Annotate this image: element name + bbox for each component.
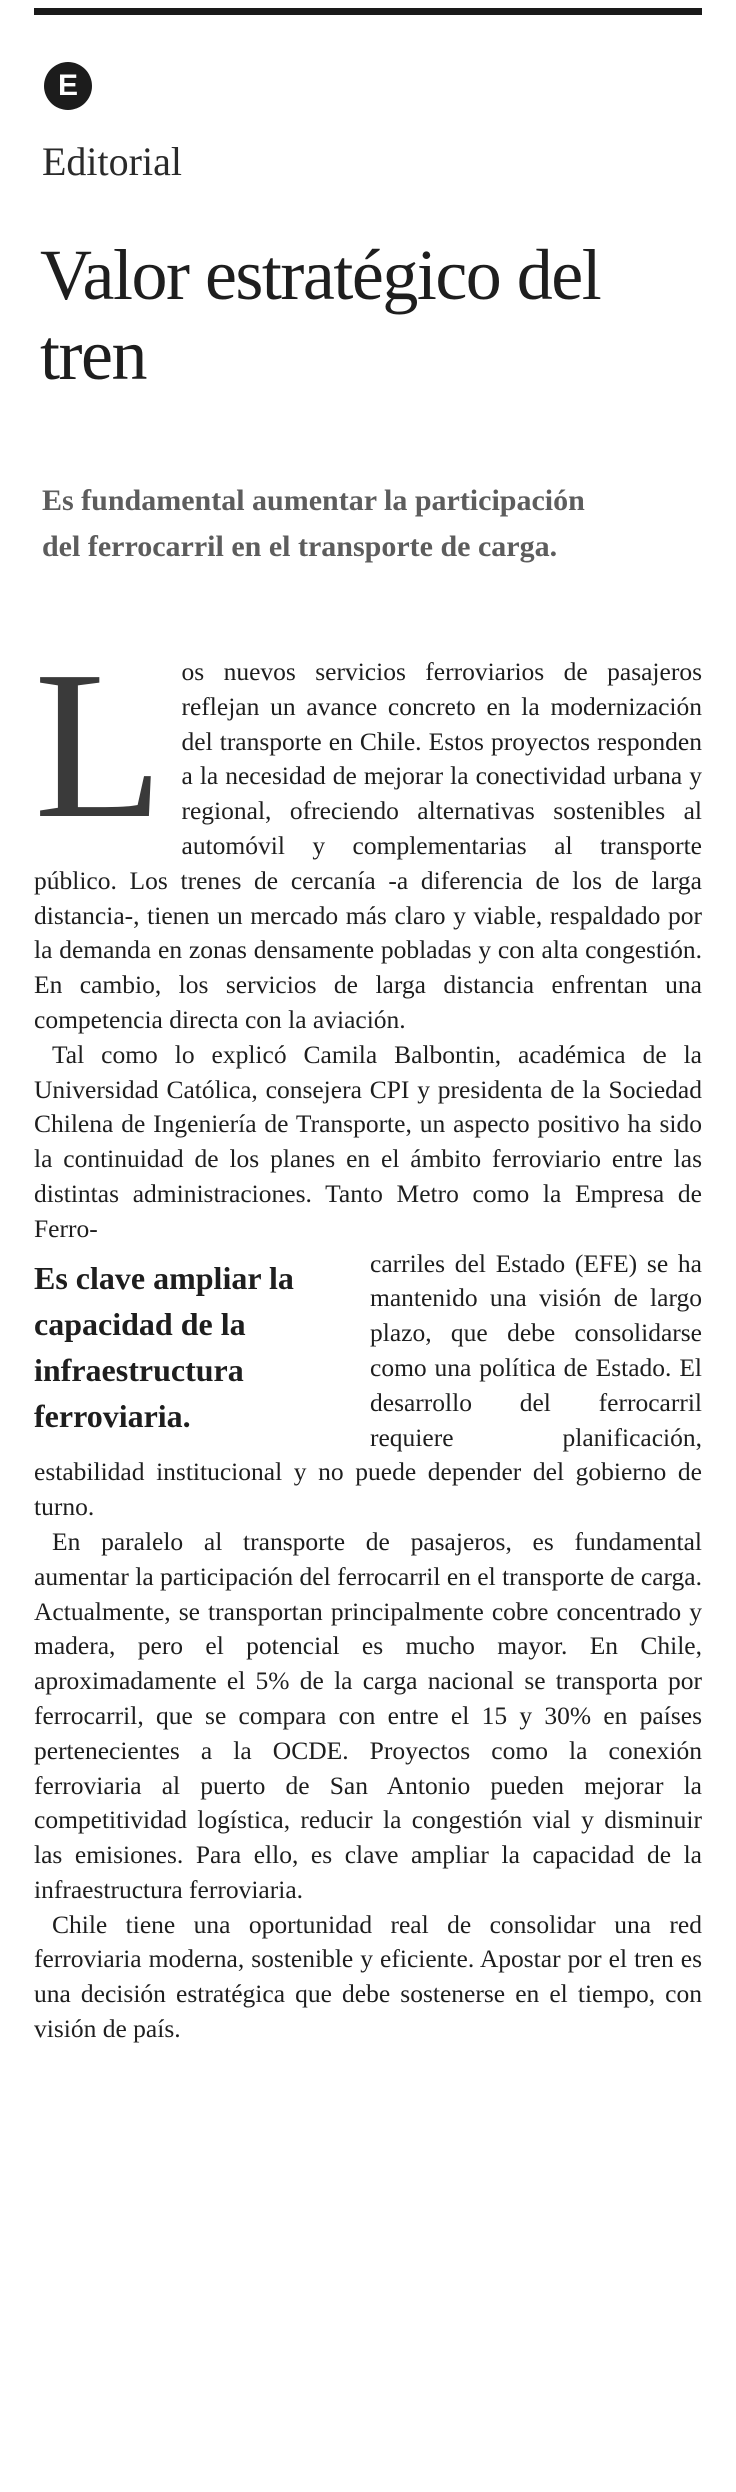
paragraph-1 bbox=[34, 627, 702, 1038]
top-rule bbox=[34, 8, 702, 15]
section-label: Editorial bbox=[42, 139, 182, 184]
paragraph-1-text: os nuevos servicios ferroviarios de pasajeros reflejan un avance concreto en la modernización del transporte en Chile. Estos proyectos responden a la necesidad de mejorar la conectividad urbana y regional, ofreciendo alternativas sostenibles al automóvil y complementarias al transporte público. Los trenes de cercanía -a diferencia de los de larga distancia-, tienen un mercado más claro y viable, respaldado por la demanda en zonas densamente pobladas y con alta congestión. En cambio, los servicios de larga distancia enfrentan una competencia directa con la aviación. bbox=[34, 657, 702, 1034]
paragraph-2-text-a: Tal como lo explicó Camila Balbontin, académica de la Universidad Católica, consejera CPI y presidenta de la Sociedad Chilena de Ingeniería de Transporte, un aspecto positivo ha sido la continuidad de los planes en el ámbito ferroviario entre las distintas administraciones. Tanto Metro como la Empresa de Ferro- bbox=[34, 1039, 702, 1243]
paragraph-2-text-b: carriles del Estado (EFE) se ha mantenido una visión de largo plazo, que debe consolidarse como una política de Estado. El desarrollo del ferrocarril requiere planificación, estabilidad institucional y no puede depender del gobierno de turno. bbox=[34, 1248, 702, 1522]
paragraph-2 bbox=[34, 1038, 702, 1247]
article-body bbox=[34, 627, 702, 2047]
drop-cap: L bbox=[34, 627, 164, 862]
paragraph-3: En paralelo al transporte de pasajeros, es fundamental aumentar la participación del ferrocarril en el transporte de carga. Actualmente, se transportan principalmente cobre concentrado y madera, pero el potencial es mucho mayor. En Chile, aproximadamente el 5% de la carga nacional se transporta por ferrocarril, que se compara con entre el 15 y 30% en países pertenecientes a la OCDE. Proyectos como la conexión ferroviaria al puerto de San Antonio pueden mejorar la competitividad logística, reducir la congestión vial y disminuir las emisiones. Para ello, es clave ampliar la capacidad de la infraestructura ferroviaria. bbox=[34, 1526, 702, 1904]
headline: Valor estratégico del tren bbox=[40, 235, 601, 395]
paragraph-4: Chile tiene una oportunidad real de consolidar una red ferroviaria moderna, sostenible y eficiente. Apostar por el tren es una decisión estratégica que debe sostenerse en el tiempo, con visión de país. bbox=[34, 1909, 702, 2044]
subheadline: Es fundamental aumentar la participación del ferrocarril en el transporte de carga. bbox=[42, 484, 585, 563]
pull-quote: Es clave ampliar la capacidad de la infraestructura ferroviaria. bbox=[34, 1259, 294, 1434]
section-badge: E bbox=[44, 62, 92, 110]
